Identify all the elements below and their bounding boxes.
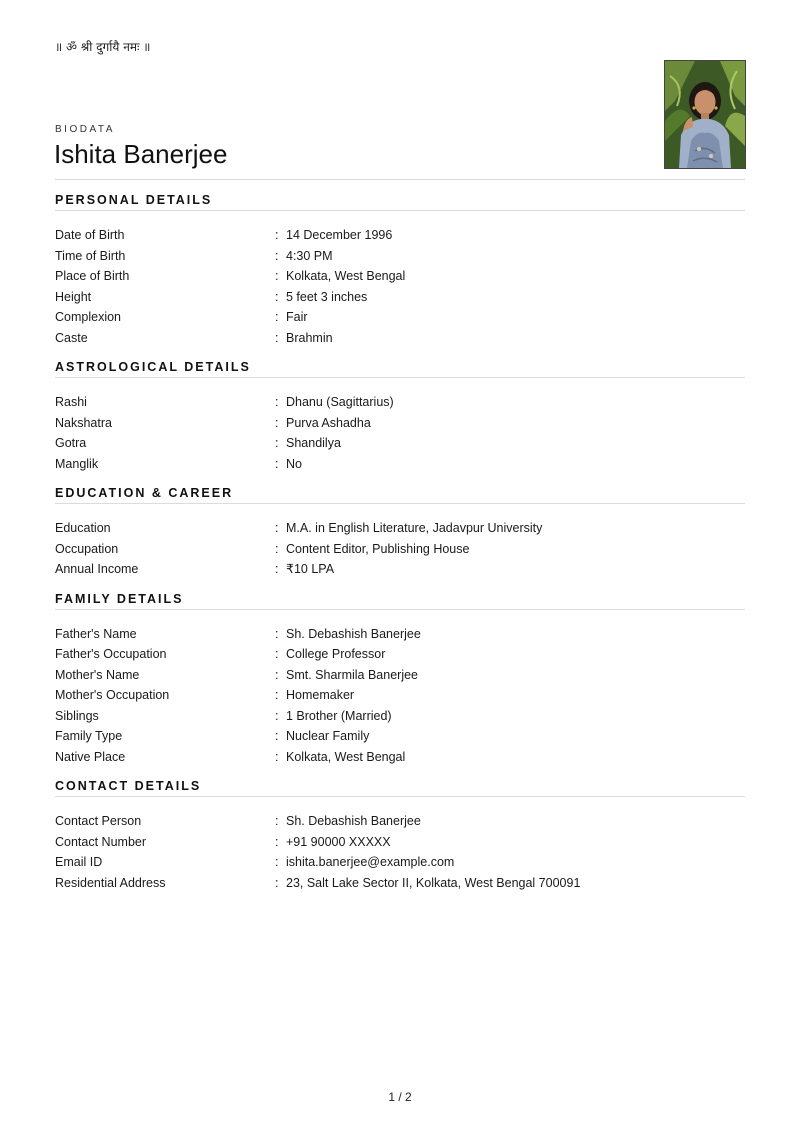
detail-label: Date of Birth	[55, 228, 125, 242]
detail-value: ishita.banerjee@example.com	[286, 855, 455, 869]
biodata-sections	[55, 193, 745, 905]
detail-value: 5 feet 3 inches	[286, 289, 368, 304]
section-education-career	[55, 486, 745, 580]
detail-row	[55, 433, 745, 454]
detail-row	[55, 454, 745, 475]
separator: :	[275, 436, 279, 450]
detail-row	[55, 287, 745, 308]
detail-value: Content Editor, Publishing House	[286, 541, 470, 556]
detail-value: 1 Brother (Married)	[286, 708, 392, 723]
detail-value: 4:30 PM	[286, 248, 333, 263]
detail-label: Contact Number	[55, 834, 147, 849]
detail-row	[55, 246, 745, 267]
section-astrological-details	[55, 360, 745, 474]
separator: :	[275, 708, 279, 723]
detail-row	[55, 852, 745, 873]
detail-row	[55, 644, 745, 665]
detail-label: Siblings	[55, 708, 99, 723]
detail-value: Sh. Debashish Banerjee	[286, 814, 421, 828]
detail-label: Complexion	[55, 310, 122, 324]
portrait-image	[665, 61, 745, 168]
detail-label: Mother's Name	[55, 667, 140, 682]
detail-label: Father's Name	[55, 626, 137, 641]
detail-value: Sh. Debashish Banerjee	[286, 626, 421, 641]
invocation-text: ॥ ॐ श्री दुर्गायै नमः ॥	[55, 40, 151, 54]
section-title: CONTACT DETAILS	[55, 779, 745, 797]
detail-row	[55, 624, 745, 645]
separator: :	[275, 875, 279, 890]
detail-label: Email ID	[55, 855, 103, 869]
separator: :	[275, 749, 279, 764]
detail-value: Nuclear Family	[286, 729, 370, 743]
detail-value: +91 90000 XXXXX	[286, 834, 391, 849]
detail-row	[55, 665, 745, 686]
separator: :	[275, 647, 279, 661]
detail-value: Fair	[286, 310, 308, 324]
detail-label: Nakshatra	[55, 415, 112, 430]
detail-label: Education	[55, 521, 111, 535]
detail-value: Purva Ashadha	[286, 415, 371, 430]
detail-label: Native Place	[55, 749, 126, 764]
separator: :	[275, 855, 279, 869]
separator: :	[275, 395, 279, 409]
detail-label: Contact Person	[55, 814, 142, 828]
detail-value: Homemaker	[286, 688, 355, 702]
detail-value: Kolkata, West Bengal	[286, 749, 406, 764]
separator: :	[275, 310, 279, 324]
separator: :	[275, 330, 279, 345]
detail-value: ₹10 LPA	[286, 562, 335, 576]
detail-row	[55, 726, 745, 747]
separator: :	[275, 248, 279, 263]
separator: :	[275, 521, 279, 535]
detail-label: Occupation	[55, 541, 119, 556]
detail-row	[55, 873, 745, 894]
page-indicator: 1 / 2	[388, 1090, 412, 1104]
detail-row	[55, 706, 745, 727]
separator: :	[275, 228, 279, 242]
separator: :	[275, 814, 279, 828]
header-divider	[55, 179, 745, 180]
detail-value: 14 December 1996	[286, 228, 393, 242]
separator: :	[275, 688, 279, 702]
detail-label: Annual Income	[55, 562, 139, 576]
separator: :	[275, 834, 279, 849]
detail-row	[55, 413, 745, 434]
detail-row	[55, 811, 745, 832]
separator: :	[275, 456, 279, 471]
separator: :	[275, 562, 279, 576]
detail-row	[55, 266, 745, 287]
detail-row	[55, 392, 745, 413]
detail-label: Manglik	[55, 456, 99, 471]
detail-label: Caste	[55, 330, 88, 345]
detail-label: Residential Address	[55, 875, 166, 890]
detail-value: 23, Salt Lake Sector II, Kolkata, West Bengal 700091	[286, 875, 581, 890]
detail-row	[55, 225, 745, 246]
detail-value: M.A. in English Literature, Jadavpur University	[286, 521, 543, 535]
detail-label: Rashi	[55, 395, 87, 409]
section-title: EDUCATION & CAREER	[55, 486, 745, 504]
detail-row	[55, 518, 745, 539]
detail-row	[55, 832, 745, 853]
profile-photo	[664, 60, 746, 169]
section-personal-details	[55, 193, 745, 348]
detail-value: Brahmin	[286, 330, 333, 345]
detail-label: Height	[55, 289, 92, 304]
detail-label: Place of Birth	[55, 269, 130, 283]
section-title: ASTROLOGICAL DETAILS	[55, 360, 745, 378]
detail-label: Mother's Occupation	[55, 688, 170, 702]
separator: :	[275, 729, 279, 743]
detail-value: Shandilya	[286, 436, 341, 450]
detail-value: No	[286, 456, 302, 471]
detail-row	[55, 539, 745, 560]
detail-value: College Professor	[286, 647, 386, 661]
separator: :	[275, 289, 279, 304]
detail-row	[55, 685, 745, 706]
section-contact-details	[55, 779, 745, 893]
detail-row	[55, 559, 745, 580]
separator: :	[275, 667, 279, 682]
detail-value: Kolkata, West Bengal	[286, 269, 406, 283]
detail-row	[55, 328, 745, 349]
section-title: PERSONAL DETAILS	[55, 193, 745, 211]
detail-row	[55, 747, 745, 768]
section-family-details	[55, 592, 745, 768]
detail-label: Family Type	[55, 729, 123, 743]
separator: :	[275, 626, 279, 641]
detail-value: Smt. Sharmila Banerjee	[286, 667, 419, 682]
separator: :	[275, 269, 279, 283]
detail-label: Gotra	[55, 436, 87, 450]
document-type-label: BIODATA	[55, 124, 115, 135]
detail-value: Dhanu (Sagittarius)	[286, 395, 394, 409]
detail-row	[55, 307, 745, 328]
separator: :	[275, 415, 279, 430]
section-title: FAMILY DETAILS	[55, 592, 745, 610]
detail-label: Father's Occupation	[55, 647, 167, 661]
separator: :	[275, 541, 279, 556]
detail-label: Time of Birth	[55, 248, 126, 263]
candidate-name: Ishita Banerjee	[54, 139, 228, 169]
